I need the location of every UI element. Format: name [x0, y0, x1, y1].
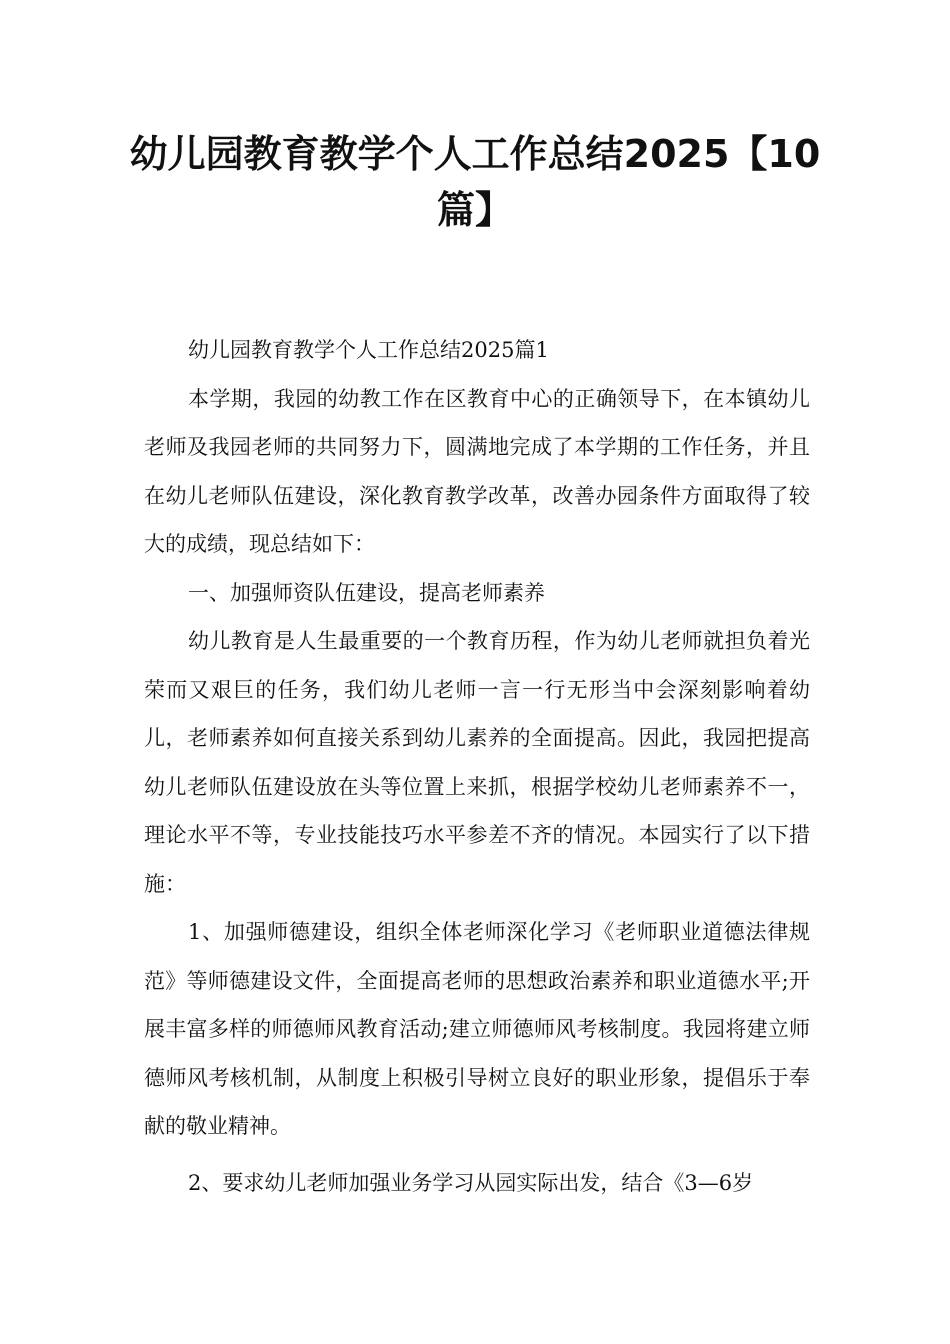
body-paragraph: 2、要求幼儿老师加强业务学习从园实际出发，结合《3—6岁 — [188, 1170, 754, 1195]
section-heading: 一、加强师资队伍建设，提高老师素养 — [188, 580, 545, 605]
body-paragraph: 幼儿教育是人生最重要的一个教育历程，作为幼儿老师就担负着光荣而又艰巨的任务，我们幼儿老师一言一行无形当中会深刻影响着幼儿，老师素养如何直接关系到幼儿素养的全面提高。因此，我园把提高幼儿老师队伍建设放在头等位置上来抓，根据学校幼儿老师素养不一，理论水平不等，专业技能技巧水平参差不齐的情况。本园实行了以下措施： — [144, 629, 810, 896]
body-paragraph: 1、加强师德建设，组织全体老师深化学习《老师职业道德法律规范》等师德建设文件，全面提高老师的思想政治素养和职业道德水平;开展丰富多样的师德师风教育活动;建立师德师风考核制度。我园将建立师德师风考核机制，从制度上积极引导树立良好的职业形象，提倡乐于奉献的敬业精神。 — [144, 920, 810, 1138]
section-heading: 幼儿园教育教学个人工作总结2025篇1 — [188, 338, 549, 362]
document-body — [144, 326, 810, 1207]
document-title: 幼儿园教育教学个人工作总结2025【10篇】 — [129, 132, 821, 232]
body-paragraph: 本学期，我园的幼教工作在区教育中心的正确领导下，在本镇幼儿老师及我园老师的共同努力下，圆满地完成了本学期的工作任务，并且在幼儿老师队伍建设，深化教育教学改革，改善办园条件方面取得了较大的成绩，现总结如下： — [144, 386, 810, 556]
